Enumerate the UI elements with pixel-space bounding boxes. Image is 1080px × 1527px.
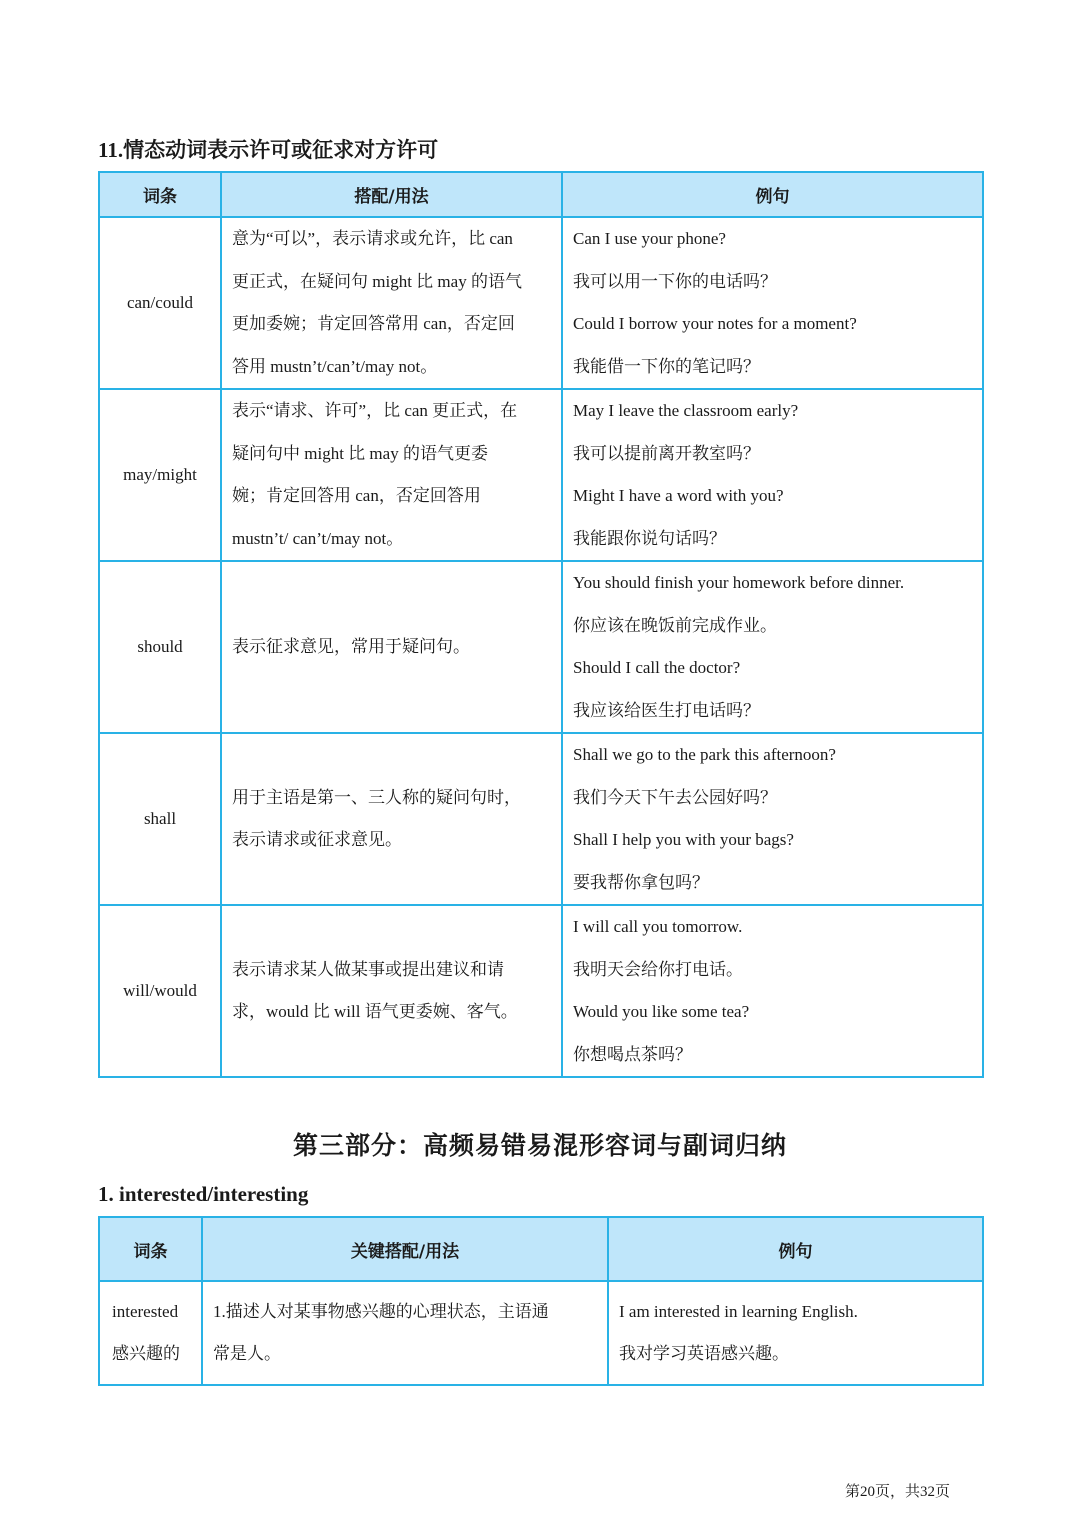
example-line: 我对学习英语感兴趣。 [619, 1344, 789, 1363]
example-line: 我能借一下你的笔记吗？ [573, 356, 760, 376]
example-line: 我可以用一下你的电话吗？ [573, 271, 777, 291]
word-cell: can/could [99, 217, 221, 389]
example-line: 我们今天下午去公园好吗？ [573, 787, 777, 807]
table-row [99, 389, 983, 561]
usage-line: 更正式，在疑问句 might 比 may 的语气 [232, 271, 522, 291]
usage-line: 答用 mustn’t/can’t/may not。 [232, 356, 438, 376]
table-row [99, 733, 983, 905]
example-line: 我能跟你说句话吗？ [573, 528, 726, 548]
usage-line: 常是人。 [213, 1344, 281, 1363]
usage-line: 1.描述人对某事物感兴趣的心理状态，主语通 [213, 1301, 549, 1321]
example-line: 我可以提前离开教室吗？ [573, 443, 760, 463]
section-title: 11.情态动词表示许可或征求对方许可 [98, 138, 439, 162]
examples-cell [608, 1281, 983, 1385]
usage-line: 表示请求某人做某事或提出建议和请 [232, 959, 504, 979]
word-cell: should [99, 561, 221, 733]
example-line: Shall we go to the park this afternoon? [573, 745, 836, 764]
usage-cell [221, 733, 562, 905]
usage-cell [221, 217, 562, 389]
usage-line: 表示征求意见，常用于疑问句。 [232, 636, 470, 656]
header-word: 词条 [99, 1217, 202, 1281]
word-cell: shall [99, 733, 221, 905]
word-cell: may/might [99, 389, 221, 561]
example-line: 我明天会给你打电话。 [573, 959, 743, 979]
example-line: I am interested in learning English. [619, 1301, 858, 1321]
usage-cell [221, 905, 562, 1077]
header-usage: 关键搭配/用法 [202, 1217, 608, 1281]
examples-cell [562, 905, 983, 1077]
examples-cell [562, 561, 983, 733]
example-line: Might I have a word with you? [573, 486, 784, 505]
table-header-row [99, 172, 983, 217]
example-line: I will call you tomorrow. [573, 917, 743, 936]
example-line: 要我帮你拿包吗？ [573, 872, 709, 892]
word-line: interested [112, 1301, 179, 1321]
usage-line: 表示请求或征求意见。 [232, 830, 402, 849]
part-title: 第三部分：高频易错易混形容词与副词归纳 [292, 1133, 787, 1160]
usage-line: 求，would 比 will 语气更委婉、客气。 [232, 1002, 518, 1021]
examples-cell [562, 733, 983, 905]
header-word: 词条 [99, 172, 221, 217]
word-cell: will/would [99, 905, 221, 1077]
usage-cell [221, 389, 562, 561]
page-number: 第20页，共32页 [845, 1484, 951, 1500]
usage-line: 婉；肯定回答用 can，否定回答用 [232, 486, 481, 505]
word-cell [99, 1281, 202, 1385]
example-line: Shall I help you with your bags? [573, 830, 794, 849]
usage-cell [202, 1281, 608, 1385]
header-examples: 例句 [608, 1217, 983, 1281]
usage-line: mustn’t/ can’t/may not。 [232, 528, 404, 548]
usage-line: 疑问句中 might 比 may 的语气更委 [232, 443, 488, 463]
header-usage: 搭配/用法 [221, 172, 562, 217]
word-line: 感兴趣的 [112, 1344, 180, 1363]
usage-line: 用于主语是第一、三人称的疑问句时， [232, 787, 521, 807]
table-row [99, 1281, 983, 1385]
example-line: 你应该在晚饭前完成作业。 [573, 615, 777, 635]
adjectives-table [98, 1216, 984, 1386]
example-line: Would you like some tea? [573, 1002, 750, 1021]
modal-verbs-table [98, 171, 984, 1078]
example-line: Should I call the doctor? [573, 658, 741, 677]
examples-cell [562, 389, 983, 561]
example-line: 你想喝点茶吗？ [573, 1044, 692, 1064]
example-line: May I leave the classroom early? [573, 401, 799, 420]
table-header-row [99, 1217, 983, 1281]
table-row [99, 905, 983, 1077]
examples-cell [562, 217, 983, 389]
header-examples: 例句 [562, 172, 983, 217]
usage-cell [221, 561, 562, 733]
example-line: You should finish your homework before dinner. [573, 573, 905, 592]
example-line: Could I borrow your notes for a moment? [573, 314, 857, 333]
table-row [99, 217, 983, 389]
example-line: Can I use your phone? [573, 229, 726, 248]
usage-line: 更加委婉；肯定回答常用 can，否定回 [232, 314, 515, 333]
table-row [99, 561, 983, 733]
usage-line: 意为“可以”，表示请求或允许，比 can [232, 229, 513, 248]
example-line: 我应该给医生打电话吗？ [573, 700, 760, 720]
usage-line: 表示“请求、许可”，比 can 更正式，在 [232, 401, 518, 420]
section-title: 1. interested/interesting [98, 1182, 309, 1206]
